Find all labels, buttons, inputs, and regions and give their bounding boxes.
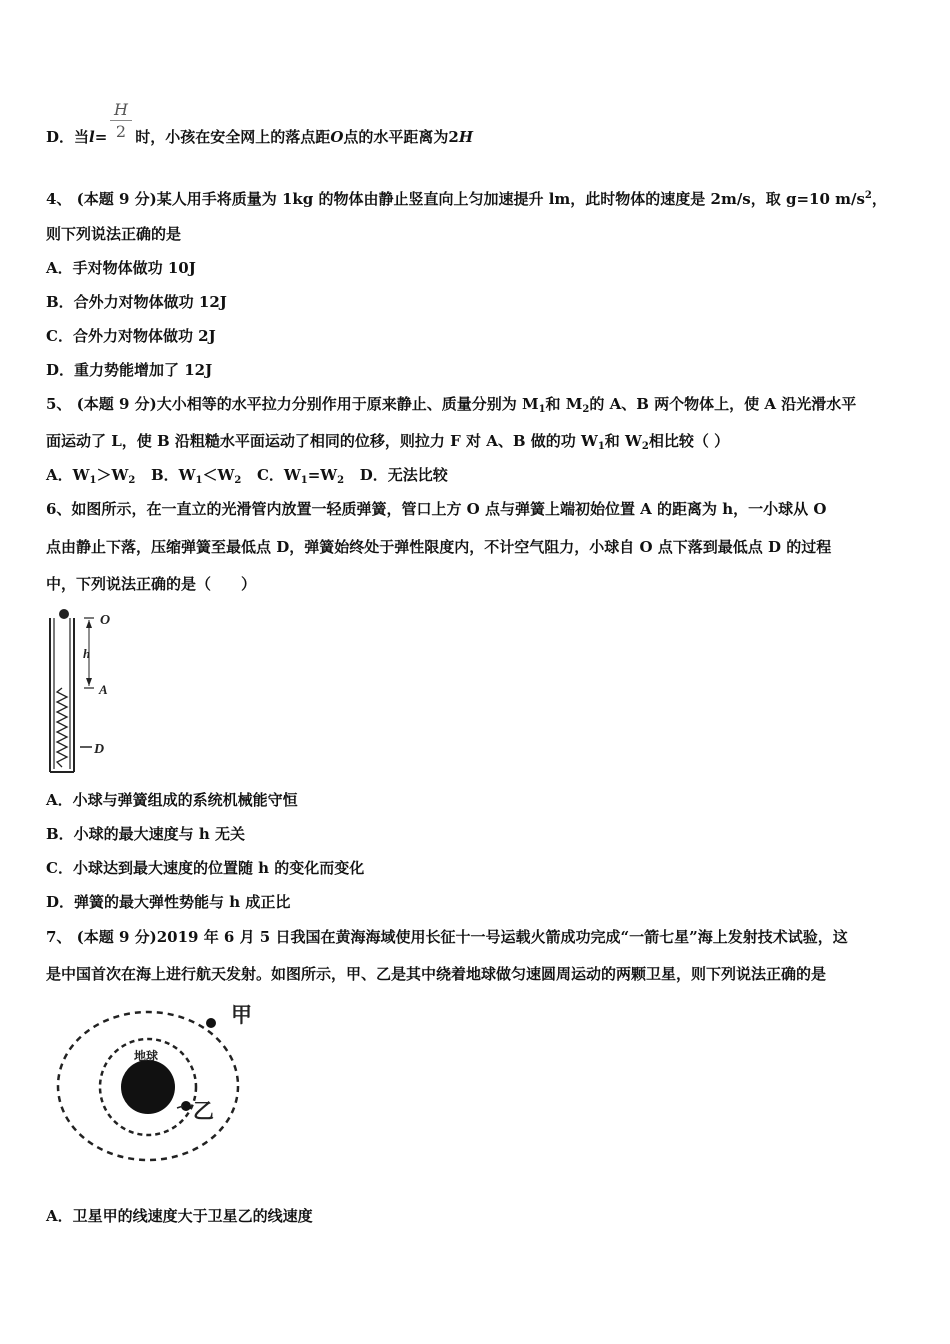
q5-option-b: B．$W_1<W_2$ — [150, 466, 242, 486]
q6-option-c: C．小球达到最大速度的位置随 h 的变化而变化 — [46, 859, 365, 877]
q6-option-d: D．弹簧的最大弹性势能与 h 成正比 — [46, 893, 291, 911]
q5-option-c: C．$W_1=W_2$ — [256, 466, 345, 486]
fraction-h-over-2: H 2 — [110, 100, 132, 141]
var-l: l= — [89, 128, 108, 146]
label-yi: 乙 — [193, 1099, 214, 1123]
earth — [121, 1060, 175, 1114]
q6-stem-line1: 6、如图所示，在一直立的光滑管内放置一轻质弹簧，管口上方 O 点与弹簧上端初始位置 A 的距离为 h，一小球从 O — [46, 500, 827, 518]
q4-option-d: D．重力势能增加了 12J — [46, 361, 213, 379]
q5-stem-line2: 面运动了 L，使 B 沿粗糙水平面运动了相同的位移，则拉力 F 对 A、B 做的功 $W_1$和 $W_2$相比较（ ） — [46, 432, 730, 452]
satellite-orbit-figure — [55, 998, 265, 1168]
satellite-jia — [206, 1018, 216, 1028]
label-a: A — [99, 682, 108, 697]
q5-options — [46, 465, 448, 491]
q5-option-d: D．无法比较 — [359, 466, 448, 484]
spring-tube-figure — [44, 604, 124, 776]
label-o: O — [100, 613, 111, 628]
label-h: h — [83, 646, 91, 661]
spring — [57, 688, 67, 767]
label-d: D — [94, 742, 105, 757]
q4-option-c: C．合外力对物体做功 2J — [46, 327, 216, 345]
q6-stem-line3: 中，下列说法正确的是（ ） — [46, 575, 257, 593]
q7-option-a: A．卫星甲的线速度大于卫星乙的线速度 — [46, 1207, 313, 1225]
q5-stem-line1: 5、 (本题 9 分)大小相等的水平拉力分别作用于原来静止、质量分别为 $M_1$和 $M_2$的 A、B 两个物体上，使 A 沿光滑水平 — [46, 395, 857, 415]
earth-label: 地球 — [134, 1049, 159, 1063]
q4-option-a: A．手对物体做功 10J — [46, 259, 196, 277]
label-jia: 甲 — [231, 1003, 252, 1027]
q7-stem-line1: 7、 (本题 9 分)2019 年 6 月 5 日我国在黄海海域使用长征十一号运载火箭成功完成“一箭七星”海上发射技术试验，这 — [46, 928, 848, 946]
ball — [59, 609, 69, 619]
q6-option-b: B．小球的最大速度与 h 无关 — [46, 825, 246, 843]
q4-option-b: B．合外力对物体做功 12J — [46, 293, 227, 311]
q5-option-a: A．$W_1>W_2$ — [46, 466, 136, 486]
q6-option-a: A．小球与弹簧组成的系统机械能守恒 — [46, 791, 298, 809]
q3-option-d: D．当l= 时，小孩在安全网上的落点距O点的水平距离为2H — [46, 128, 474, 146]
q4-stem-line2: 则下列说法正确的是 — [46, 225, 182, 243]
q7-stem-line2: 是中国首次在海上进行航天发射。如图所示，甲、乙是其中绕着地球做匀速圆周运动的两颗卫星，则下列说法正确的是 — [46, 965, 827, 983]
q4-stem-line1: 4、 (本题 9 分)某人用手将质量为 1kg 的物体由静止竖直向上匀加速提升 lm，此时物体的速度是 2m/s，取 g=10 $m/s^2$， — [46, 190, 887, 208]
q6-stem-line2: 点由静止下落，压缩弹簧至最低点 D，弹簧始终处于弹性限度内，不计空气阻力，小球自 O 点下落到最低点 D 的过程 — [46, 538, 832, 556]
